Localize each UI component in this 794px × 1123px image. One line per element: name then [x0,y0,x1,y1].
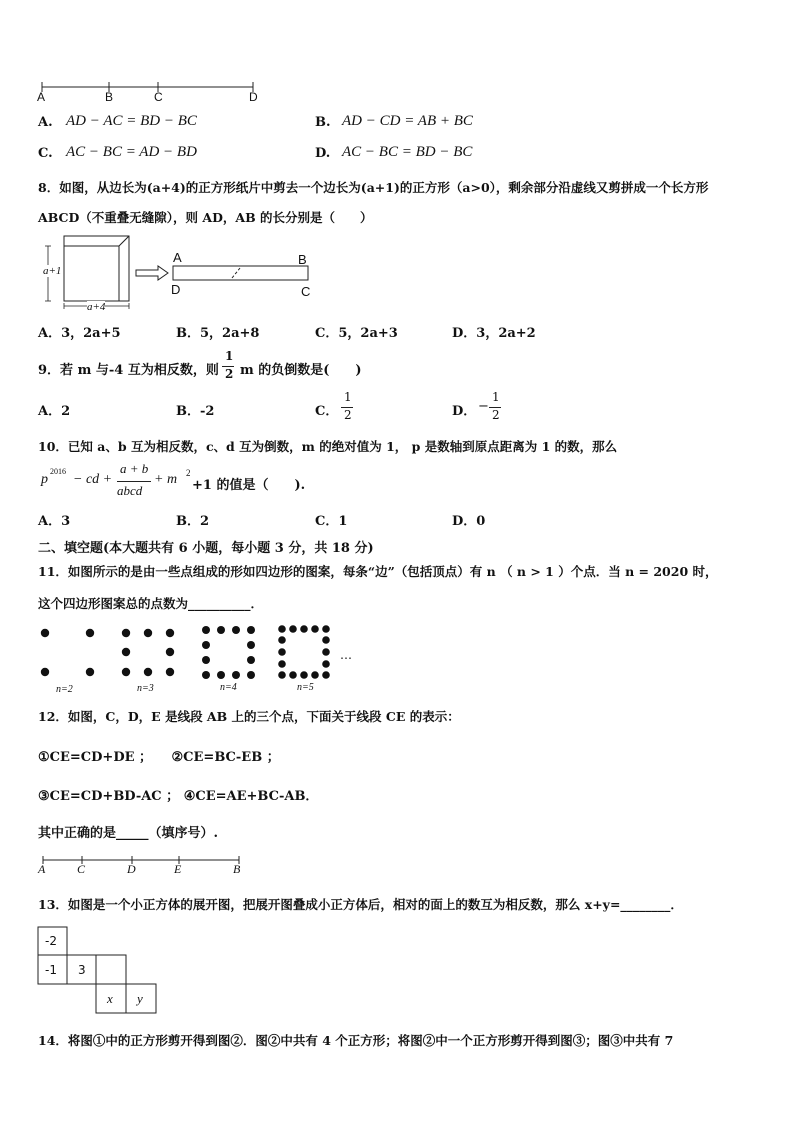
q9-option-c-num: 1 [344,390,352,404]
q7-option-c-expr: AC − BC = AD − BD [66,144,197,160]
q9-option-d-num: 1 [492,390,500,404]
q12-text-line4: 其中正确的是_____（填序号）. [38,826,219,841]
q10-tail: +1 的值是（ ). [192,478,306,493]
point-label-a: A [37,90,46,104]
q10-text-line1: 10．已知 a、b 互为相反数，c、d 互为倒数，m 的绝对值为 1， p 是数轴到原点距离为 1 的数，那么 [38,439,618,454]
q11-text-line1: 11．如图所示的是由一些点组成的形如四边形的图案，每条“边”（包括顶点）有 n （ n > 1 ）个点．当 n = 2020 时， [38,564,718,579]
q9-prefix: 9．若 m 与-4 互为相反数，则 [38,363,219,378]
q7-option-d-letter: D. [315,146,331,161]
q11-ellipsis: … [340,648,352,662]
q11-label-n2: n=2 [56,684,73,695]
q8-corner-a: A [173,250,182,265]
q12-label-d: D [127,862,136,876]
q9-option-d: D． [452,404,477,419]
q10-p: p [41,472,48,487]
q8-option-c: C．5，2a+3 [315,326,398,341]
q9-option-d-sign: − [478,399,489,414]
q9-option-c-den: 2 [344,408,352,422]
q9-option-c: C． [315,404,339,419]
q9-suffix: m 的负倒数是( ) [240,363,362,378]
q11-label-n3: n=3 [137,683,154,694]
q12-text-line3: ③CE=CD+BD-AC ； ④CE=AE+BC-AB． [38,789,319,804]
q13-cell-minus1: -1 [45,963,57,977]
q8-text-line1: 8．如图，从边长为(a+4)的正方形纸片中剪去一个边长为(a+1)的正方形（a>0），剩余部分沿虚线又剪拼成一个长方形 [38,180,709,195]
q7-option-b-expr: AD − CD = AB + BC [342,113,473,129]
q8-text-line2: ABCD（不重叠无缝隙），则 AD，AB 的长分别是（ ） [38,210,373,225]
q13-cell-3: 3 [78,963,86,977]
q12-label-a: A [38,862,46,876]
q11-label-n5: n=5 [297,682,314,693]
section-heading-fill-blank: 二、填空题(本大题共有 6 小题，每小题 3 分，共 18 分) [38,541,374,556]
q8-corner-c: C [301,284,311,299]
q7-option-b-letter: B. [315,115,331,130]
q9-option-b: B．-2 [176,404,215,419]
q8-option-a: A．3，2a+5 [38,326,121,341]
point-label-c: C [154,90,163,104]
q13-text-line1: 13．如图是一个小正方体的展开图，把展开图叠成小正方体后，相对的面上的数互为相反数，那么 x+y=________． [38,897,683,912]
q10-plus-m: + m [154,472,178,487]
point-label-d: D [249,90,258,104]
q13-cell-x: x [107,991,113,1006]
q7-option-a-expr: AD − AC = BD − BC [66,113,197,129]
q9-option-d-den: 2 [492,408,500,422]
q8-option-d: D．3，2a+2 [452,326,536,341]
q11-label-n4: n=4 [220,682,237,693]
q8-corner-b: B [298,252,307,267]
q7-option-d-expr: AC − BC = BD − BC [342,144,473,160]
q13-cell-y: y [137,991,143,1006]
q11-text-line2: 这个四边形图案总的点数为__________． [38,596,264,611]
q14-text-line1: 14．将图①中的正方形剪开得到图②．图②中共有 4 个正方形；将图②中一个正方形剪开得到图③；图③中共有 7 [38,1033,674,1048]
q13-cell-minus2: -2 [45,934,57,948]
q7-option-a-letter: A. [38,115,53,130]
q8-bottom-label: a+4 [87,301,106,313]
q8-side-label: a+1 [43,265,62,277]
point-label-b: B [105,90,114,104]
q10-square: 2 [186,468,191,478]
q12-label-e: E [174,862,182,876]
q9-frac-num: 1 [225,349,234,363]
q12-label-c: C [77,862,86,876]
q10-option-a: A．3 [38,514,71,529]
q10-minus-cd: − cd + [73,472,113,487]
q10-frac-den: abcd [117,483,143,498]
q8-option-b: B．5，2a+8 [176,326,260,341]
q9-option-a: A．2 [38,404,71,419]
q9-frac-den: 2 [225,367,234,381]
q10-option-b: B．2 [176,514,210,529]
q10-option-c: C．1 [315,514,348,529]
q8-corner-d: D [171,282,181,297]
q10-option-d: D．0 [452,514,486,529]
q12-text-line1: 12．如图，C，D，E 是线段 AB 上的三个点，下面关于线段 CE 的表示： [38,709,460,724]
q10-exponent: 2016 [50,467,66,476]
q7-option-c-letter: C. [38,146,53,161]
q12-text-line2: ①CE=CD+DE ； ②CE=BC-EB ； [38,750,280,765]
q10-frac-num: a + b [120,461,149,476]
q12-label-b: B [233,862,241,876]
